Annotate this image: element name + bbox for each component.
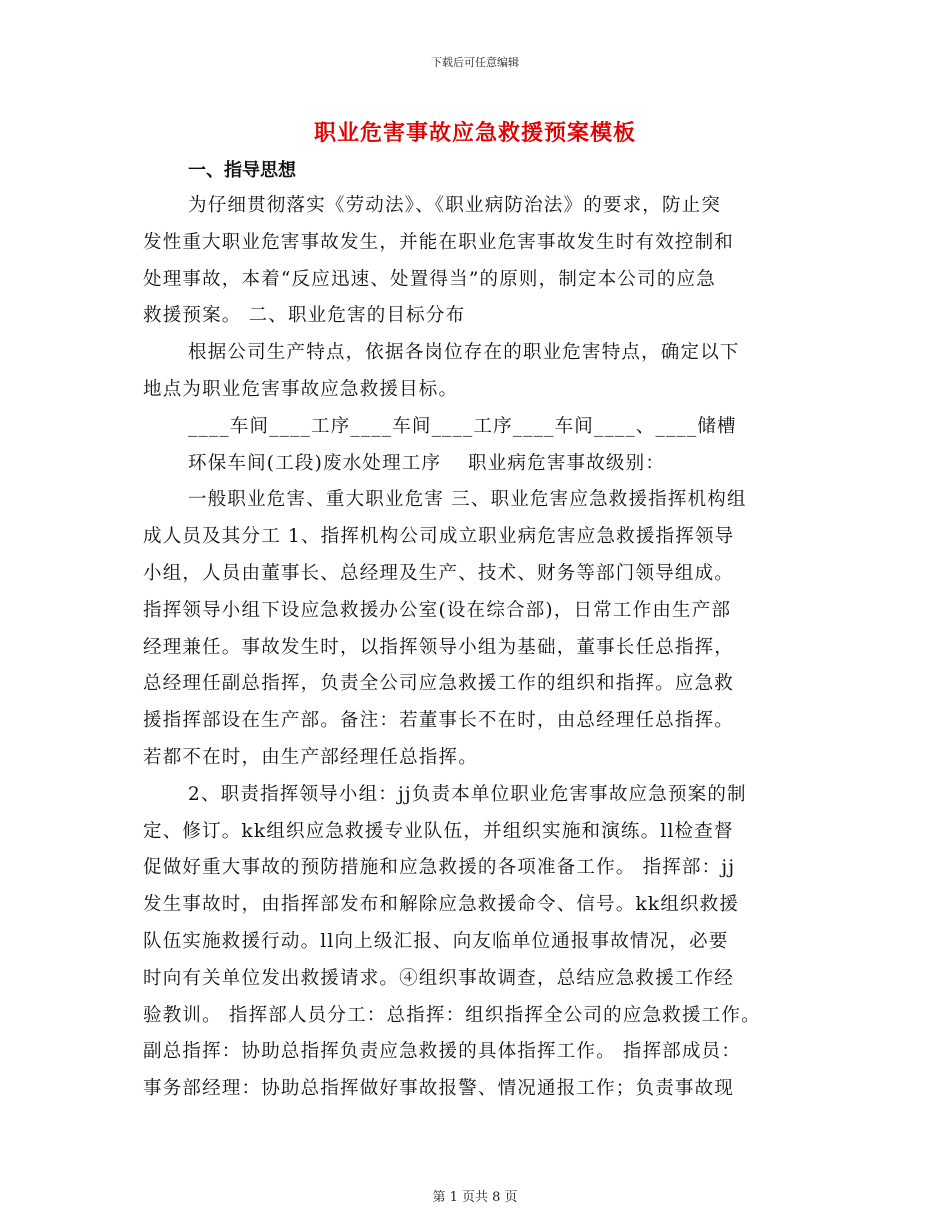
paragraph-line: 2、职责指挥领导小组：jj负责本单位职业危害事故应急预案的制 (188, 783, 747, 805)
document-title: 职业危害事故应急救援预案模板 (313, 120, 636, 146)
paragraph-line: 成人员及其分工 1、指挥机构公司成立职业病危害应急救援指挥领导 (143, 526, 735, 548)
paragraph-line: 根据公司生产特点，依据各岗位存在的职业危害特点，确定以下 (188, 342, 740, 364)
paragraph-line: 验教训。 指挥部人员分工：总指挥：组织指挥全公司的应急救援工作。 (143, 1004, 761, 1026)
paragraph-line: 一般职业危害、重大职业危害 三、职业危害应急救援指挥机构组 (188, 489, 747, 511)
paragraph-line: 促做好重大事故的预防措施和应急救援的各项准备工作。 指挥部：jj (143, 857, 736, 879)
paragraph-line: 环保车间(工段)废水处理工序 职业病危害事故级别： (188, 452, 666, 474)
paragraph-line: 定、修订。kk组织应急救援专业队伍，并组织实施和演练。ll检查督 (143, 820, 734, 842)
paragraph-line: 地点为职业危害事故应急救援目标。 (143, 378, 459, 400)
paragraph-line: 若都不在时，由生产部经理任总指挥。 (143, 746, 478, 768)
paragraph-line: ____车间____工序____车间____工序____车间____、____储槽 (188, 415, 737, 437)
paragraph-line: 总经理任副总指挥，负责全公司应急救援工作的组织和指挥。应急救 (143, 673, 735, 695)
page-header-note: 下载后可任意编辑 (431, 56, 519, 69)
paragraph-line: 时向有关单位发出救援请求。④组织事故调查，总结应急救援工作经 (143, 967, 735, 989)
paragraph-line: 指挥领导小组下设应急救援办公室(设在综合部)，日常工作由生产部 (143, 599, 732, 621)
page-footer: 第 1 页共 8 页 (432, 1190, 518, 1205)
paragraph-line: 发性重大职业危害事故发生，并能在职业危害事故发生时有效控制和 (143, 231, 735, 253)
paragraph-line: 救援预案。 二、职业危害的目标分布 (143, 305, 466, 327)
paragraph-line: 副总指挥：协助总指挥负责应急救援的具体指挥工作。 指挥部成员： (143, 1041, 742, 1063)
paragraph-line: 经理兼任。事故发生时，以指挥领导小组为基础，董事长任总指挥， (143, 636, 735, 658)
paragraph-line: 小组，人员由董事长、总经理及生产、技术、财务等部门领导组成。 (143, 562, 735, 584)
paragraph-line: 援指挥部设在生产部。备注：若董事长不在时，由总经理任总指挥。 (143, 710, 735, 732)
paragraph-line: 队伍实施救援行动。ll向上级汇报、向友临单位通报事故情况，必要 (143, 930, 729, 952)
paragraph-line: 为仔细贯彻落实《劳动法》、《职业病防治法》的要求，防止突 (188, 195, 722, 216)
section-heading: 一、指导思想 (188, 160, 296, 181)
paragraph-line: 处理事故，本着“反应迅速、处置得当”的原则，制定本公司的应急 (143, 268, 716, 290)
paragraph-line: 事务部经理：协助总指挥做好事故报警、情况通报工作；负责事故现 (143, 1078, 735, 1100)
document-body (143, 188, 823, 1108)
paragraph-line: 发生事故时，由指挥部发布和解除应急救援命令、信号。kk组织救援 (143, 894, 740, 916)
